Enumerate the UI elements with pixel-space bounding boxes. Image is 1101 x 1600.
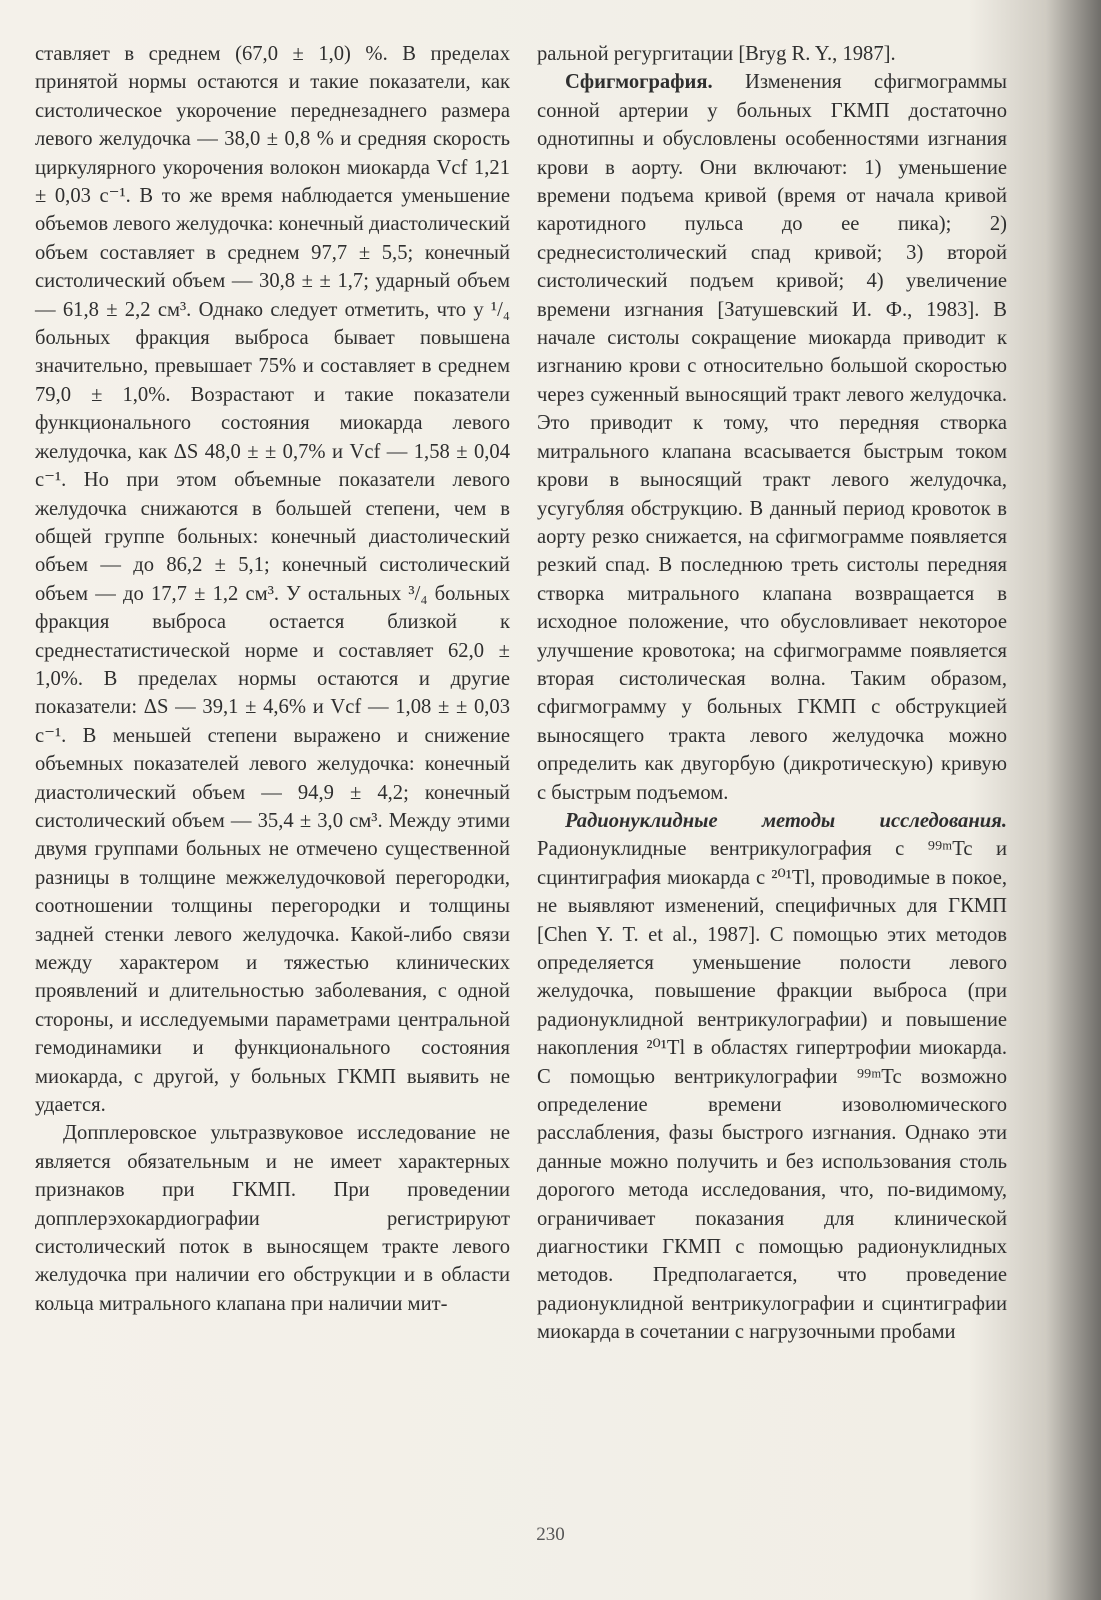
left-paragraph-2: Допплеровское ультразвуковое исследование не является обязательным и не имеет характерных признаков при ГКМП. При проведении допплерэхокардиографии регистрируют систолический поток в выносящем тракте левого желудочка при наличии его обструкции и в области кольца митрального клапана при наличии мит- <box>35 1122 510 1315</box>
radionuclide-text: Радионуклидные вентрикулография с ⁹⁹ᵐTc и сцинтиграфия миокарда с ²⁰¹Tl, проводимые в покое, не выявляют изменений, специфичных для ГКМП [Chen Y. T. et al., 1987]. С помощью этих методов определяется уменьшение полости левого желудочка, повышение фракции выброса (при радионуклидной вентрикулографии) и повышение накопления ²⁰¹Tl в областях гипертрофии миокарда. С помощью вентрикулографии ⁹⁹ᵐTc возможно определение времени изоволюмического расслабления, фазы быстрого изгнания. Однако эти данные можно получить и без использования столь дорогого метода исследования, что, по-видимому, ограничивает показания для клинической диагностики ГКМП с помощью радионуклидных методов. Предполагается, что проведение радионуклидной вентрикулографии и сцинтиграфии миокарда в сочетании с нагрузочными пробами <box>537 838 1007 1344</box>
right-paragraph-1: ральной регургитации [Bryg R. Y., 1987]. <box>537 43 896 65</box>
left-column <box>35 40 510 1318</box>
right-column <box>537 40 1007 1347</box>
right-paragraph-3 <box>537 807 1007 1347</box>
page-number: 230 <box>536 1524 565 1545</box>
sphygmography-text: Изменения сфигмограммы сонной артерии у больных ГКМП достаточно однотипны и обусловлены особенностями изгнания крови в аорту. Они включают: 1) уменьшение времени подъема кривой (время от начала кривой каротидного пульса до ее пика); 2) среднесистолический спад кривой; 3) второй систолический подъем кривой; 4) увеличение времени изгнания [Затушевский И. Ф., 1983]. В начале систолы сокращение миокарда приводит к изгнанию крови с относительно большой скоростью через суженный выносящий тракт левого желудочка. Это приводит к тому, что передняя створка митрального клапана всасывается быстрым током крови в выносящий тракт левого желудочка, усугубляя обструкцию. В данный период кровоток в аорту резко снижается, на сфигмограмме появляется резкий спад. В последнюю треть систолы передняя створка митрального клапана возвращается в исходное положение, что обусловливает некоторое улучшение кровотока; на сфигмограмме появляется вторая систолическая волна. Таким образом, сфигмограмму у больных ГКМП с обструкцией выносящего тракта левого желудочка можно определить как двугорбую (дикротическую) кривую с быстрым подъемом. <box>537 71 1007 804</box>
left-paragraph-1: ставляет в среднем (67,0 ± 1,0) %. В пределах принятой нормы остаются и такие показатели, как систолическое укорочение переднезаднего размера левого желудочка — 38,0 ± 0,8 % и средняя скорость циркулярного укорочения волокон миокарда Vcf 1,21 ± 0,03 с⁻¹. В то же время наблюдается уменьшение объемов левого желудочка: конечный диастолический объем составляет в среднем 97,7 ± 5,5; конечный систолический объем — 30,8 ± ± 1,7; ударный объем — 61,8 ± 2,2 см³. Однако следует отметить, что у ¹/₄ больных фракция выброса бывает повышена значительно, превышает 75% и составляет в среднем 79,0 ± 1,0%. Возрастают и такие показатели функционального состояния миокарда левого желудочка, как ΔS 48,0 ± ± 0,7% и Vcf — 1,58 ± 0,04 с⁻¹. Но при этом объемные показатели левого желудочка снижаются в большей степени, чем в общей группе больных: конечный диастолический объем — до 86,2 ± 5,1; конечный систолический объем — до 17,7 ± 1,2 см³. У остальных ³/₄ больных фракция выброса остается близкой к среднестатистической норме и составляет 62,0 ± 1,0%. В пределах нормы остаются и другие показатели: ΔS — 39,1 ± 4,6% и Vcf — 1,08 ± ± 0,03 с⁻¹. В меньшей степени выражено и снижение объемных показателей левого желудочка: конечный диастолический объем — 94,9 ± 4,2; конечный систолический объем — 35,4 ± 3,0 см³. Между этими двумя группами больных не отмечено существенной разницы в толщине межжелудочковой перегородки, соотношении толщины перегородки и толщины задней стенки левого желудочка. Какой-либо связи между характером и тяжестью клинических проявлений и длительностью заболевания, с одной стороны, и исследуемыми параметрами центральной гемодинамики и функционального состояния миокарда, с другой, у больных ГКМП выявить не удается. <box>35 43 510 1117</box>
radionuclide-heading: Радионуклидные методы исследования. <box>565 809 1007 832</box>
right-paragraph-2 <box>537 68 1007 807</box>
sphygmography-heading: Сфигмография. <box>565 71 713 94</box>
